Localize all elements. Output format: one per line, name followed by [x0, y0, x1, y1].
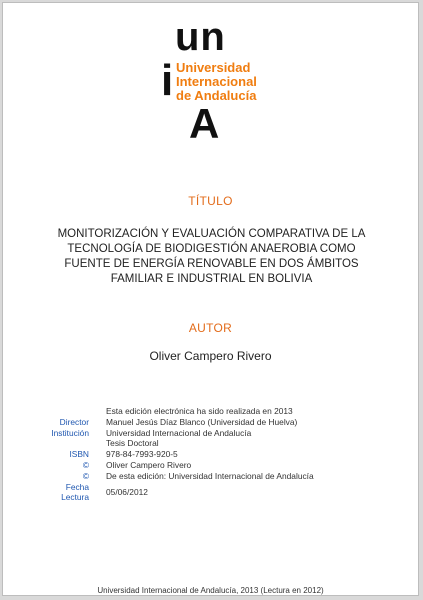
copyright-author-row	[3, 460, 418, 471]
logo-i-text: i	[161, 56, 174, 105]
page-footer: Universidad Internacional de Andalucía, 2013 (Lectura en 2012)	[97, 586, 324, 595]
isbn-row	[3, 449, 418, 460]
lectura-row	[3, 487, 418, 503]
logo-line-3: de Andalucía	[176, 88, 257, 103]
logo-a-text: A	[189, 100, 220, 147]
degree-value: Tesis Doctoral	[106, 438, 159, 449]
edition-row	[3, 406, 418, 417]
title-line: TECNOLOGÍA DE BIODIGESTIÓN ANAEROBIA COMO	[67, 243, 356, 255]
autor-heading: AUTOR	[188, 321, 233, 335]
institucion-row	[3, 428, 418, 439]
fecha-row	[3, 482, 418, 493]
logo-un-text: un	[175, 15, 226, 59]
director-row	[3, 417, 418, 428]
thesis-title	[33, 227, 390, 287]
copyright-edition-row	[3, 471, 418, 482]
logo-line-1: Universidad	[176, 60, 251, 75]
logo-line-2: Internacional	[176, 74, 257, 89]
degree-row	[3, 438, 418, 449]
copyright-label: ©	[82, 459, 89, 470]
copyright-author-value: Oliver Campero Rivero	[106, 459, 192, 470]
unia-logo	[3, 3, 418, 153]
author-name: Oliver Campero Rivero	[149, 349, 272, 363]
director-label: Director	[59, 416, 89, 427]
lectura-label: Lectura	[61, 492, 89, 503]
metadata-block	[3, 406, 418, 503]
title-line: FAMILIAR E INDUSTRIAL EN BOLIVIA	[110, 273, 313, 285]
title-line: MONITORIZACIÓN Y EVALUACIÓN COMPARATIVA DE LA	[57, 228, 366, 240]
copyright-label: ©	[82, 470, 89, 481]
fecha-value: 05/06/2012	[106, 487, 148, 498]
fecha-label: Fecha	[65, 481, 89, 492]
isbn-label: ISBN	[69, 449, 89, 460]
title-line: FUENTE DE ENERGÍA RENOVABLE EN DOS ÁMBITOS	[64, 258, 359, 270]
copyright-edition-value: De esta edición: Universidad Internacional de Andalucía	[106, 470, 314, 481]
institucion-value: Universidad Internacional de Andalucía	[106, 427, 252, 438]
titulo-heading: TÍTULO	[188, 194, 233, 208]
edition-note: Esta edición electrónica ha sido realizada en 2013	[106, 406, 293, 416]
director-value: Manuel Jesús Díaz Blanco (Universidad de Huelva)	[106, 416, 298, 427]
isbn-value: 978-84-7993-920-5	[106, 449, 178, 460]
institucion-label: Institución	[51, 427, 89, 438]
document-page	[2, 2, 419, 596]
